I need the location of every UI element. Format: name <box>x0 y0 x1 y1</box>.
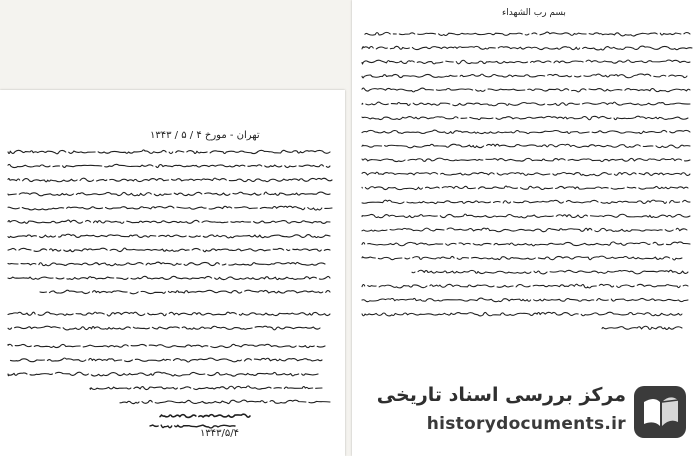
handwriting-stroke <box>8 276 330 279</box>
handwriting-stroke <box>8 206 332 210</box>
handwriting-stroke <box>359 242 690 246</box>
handwriting-stroke <box>8 150 330 154</box>
handwriting-stroke <box>362 74 687 78</box>
handwriting-stroke <box>362 256 682 260</box>
handwriting-stroke <box>40 290 330 294</box>
handwriting-stroke <box>8 262 325 266</box>
handwriting-stroke <box>362 144 690 148</box>
handwriting-stroke <box>90 386 322 390</box>
right-document-page <box>352 0 700 456</box>
watermark-url: historydocuments.ir <box>426 414 626 434</box>
handwriting-stroke <box>8 372 318 376</box>
handwriting-stroke <box>8 220 330 223</box>
right-page-header: بسم رب الشهداء <box>502 8 566 18</box>
handwriting-stroke <box>362 228 687 232</box>
handwriting-stroke <box>8 358 322 362</box>
handwriting-stroke <box>362 88 690 92</box>
handwriting-stroke <box>359 116 688 120</box>
handwriting-stroke <box>359 130 690 134</box>
handwriting-stroke <box>120 400 330 404</box>
handwriting-stroke <box>362 186 688 190</box>
handwriting-stroke <box>8 192 330 196</box>
handwriting-stroke <box>8 234 330 238</box>
book-emblem-icon <box>632 384 688 440</box>
handwriting-stroke <box>362 60 690 64</box>
handwriting-stroke <box>362 312 682 316</box>
handwriting-stroke <box>362 214 690 218</box>
left-page-date-footer: ۱۳۴۳/۵/۴ <box>200 428 239 439</box>
handwriting-stroke <box>362 102 690 106</box>
handwriting-stroke <box>362 32 690 36</box>
watermark <box>376 380 692 446</box>
handwriting-stroke <box>362 298 688 302</box>
handwriting-stroke <box>362 284 688 288</box>
handwriting-stroke <box>8 312 330 316</box>
handwriting-stroke <box>412 270 688 274</box>
handwriting-stroke <box>160 414 250 417</box>
handwriting-stroke <box>8 178 332 182</box>
left-document-page <box>0 90 345 456</box>
handwriting-stroke <box>602 326 682 329</box>
handwriting-stroke <box>362 200 690 203</box>
left-page-header: تهران - مورخ ۴ / ۵ / ۱۳۴۳ <box>150 130 260 141</box>
handwriting-stroke <box>8 164 330 167</box>
handwriting-stroke <box>8 344 325 347</box>
handwriting-stroke <box>8 248 330 252</box>
handwriting-stroke <box>359 46 692 50</box>
handwriting-stroke <box>362 172 690 176</box>
handwriting-stroke <box>362 158 690 161</box>
watermark-title: مرکز بررسی اسناد تاریخی <box>376 384 626 406</box>
handwriting-stroke <box>8 326 320 330</box>
left-handwritten-lines <box>0 90 345 456</box>
